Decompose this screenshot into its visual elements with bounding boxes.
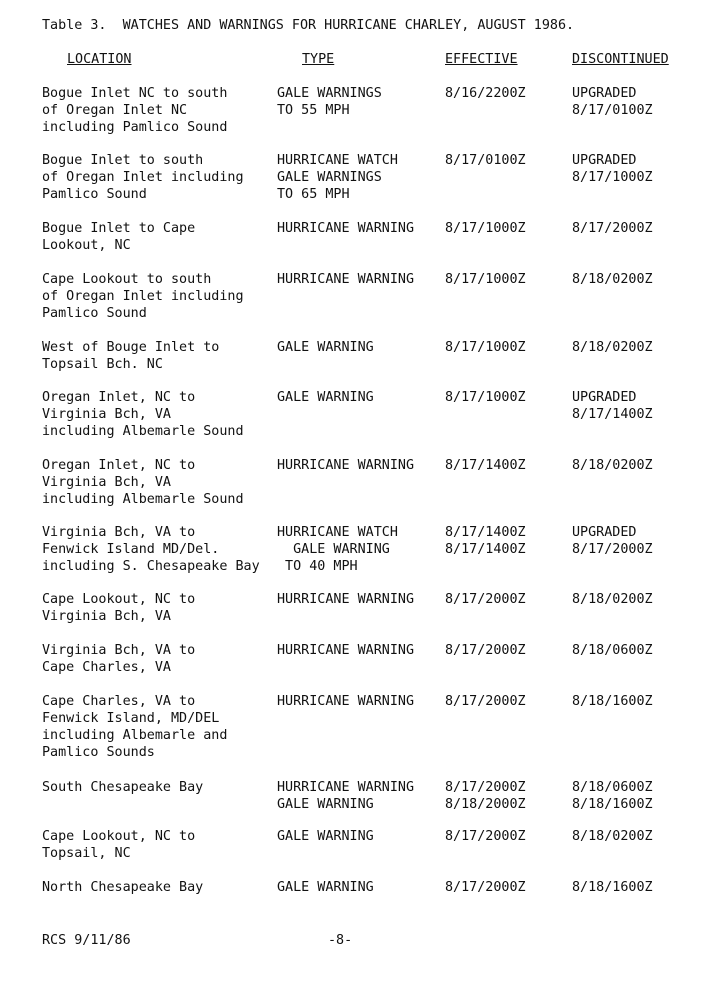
cell-line: North Chesapeake Bay [42,880,204,895]
cell-line: GALE WARNING [277,340,374,355]
cell-line: 8/18/2000Z [445,797,526,812]
row-type [277,389,374,406]
row-location [42,85,227,136]
row-type [277,152,398,203]
cell-line: HURRICANE WATCH [277,153,398,168]
cell-line: 8/17/1400Z [445,525,526,540]
row-location [42,389,244,440]
cell-line: 8/17/2000Z [572,221,653,236]
row-effective [445,339,526,356]
column-header-location: LOCATION [67,52,132,67]
row-discontinued [572,271,653,288]
row-location [42,152,244,203]
row-type [277,828,374,845]
cell-line: GALE WARNING [277,829,374,844]
column-header-effective: EFFECTIVE [445,52,518,67]
cell-line: 8/17/1000Z [445,272,526,287]
cell-line: 8/17/1400Z [572,407,653,422]
cell-line: Pamlico Sounds [42,745,155,760]
cell-line: 8/18/0200Z [572,592,653,607]
row-effective [445,152,526,169]
row-discontinued [572,642,653,659]
cell-line: HURRICANE WARNING [277,272,415,287]
row-location [42,879,203,896]
row-discontinued [572,779,653,813]
row-effective [445,879,526,896]
footer-date: RCS 9/11/86 [42,933,131,948]
cell-line: TO 65 MPH [277,187,350,202]
cell-line: UPGRADED [572,86,637,101]
cell-line: Virginia Bch, VA to [42,525,196,540]
row-type [277,220,414,237]
cell-line: West of Bouge Inlet to [42,340,220,355]
row-location [42,339,219,373]
cell-line: 8/17/1000Z [445,221,526,236]
cell-line: 8/17/1400Z [445,542,526,557]
cell-line: of Oregan Inlet NC [42,103,188,118]
cell-line: HURRICANE WARNING [277,458,415,473]
column-header-type: TYPE [302,52,335,67]
cell-line: 8/18/0600Z [572,780,653,795]
column-header-discontinued: DISCONTINUED [572,52,669,67]
cell-line: 8/16/2200Z [445,86,526,101]
row-discontinued [572,524,653,558]
row-effective [445,779,526,813]
row-effective [445,220,526,237]
cell-line: Lookout, NC [42,238,131,253]
row-type [277,524,398,575]
cell-line: of Oregan Inlet including [42,170,244,185]
cell-line: HURRICANE WARNING [277,780,415,795]
cell-line: 8/17/0100Z [572,103,653,118]
cell-line: of Oregan Inlet including [42,289,244,304]
cell-line: 8/18/1600Z [572,797,653,812]
cell-line: Virginia Bch, VA [42,609,171,624]
row-discontinued [572,828,653,845]
row-discontinued [572,152,653,186]
cell-line: GALE WARNING [277,880,374,895]
row-discontinued [572,85,653,119]
row-type [277,339,374,356]
cell-line: Bogue Inlet NC to south [42,86,228,101]
row-effective [445,693,526,710]
cell-line: 8/17/1400Z [445,458,526,473]
row-location [42,220,195,254]
cell-line: GALE WARNINGS [277,86,382,101]
row-location [42,642,195,676]
cell-line: UPGRADED [572,390,637,405]
cell-line: HURRICANE WARNING [277,694,415,709]
table-title: Table 3. WATCHES AND WARNINGS FOR HURRICANE CHARLEY, AUGUST 1986. [42,18,575,33]
row-location [42,591,195,625]
cell-line: HURRICANE WARNING [277,643,415,658]
cell-line: 8/17/2000Z [445,694,526,709]
cell-line: GALE WARNING [277,542,390,557]
cell-line: GALE WARNING [277,390,374,405]
row-location [42,457,244,508]
row-location [42,693,227,761]
row-type [277,693,414,710]
cell-line: Virginia Bch, VA to [42,643,196,658]
cell-line: including S. Chesapeake Bay [42,559,260,574]
cell-line: Pamlico Sound [42,187,147,202]
cell-line: 8/17/2000Z [445,592,526,607]
row-discontinued [572,339,653,356]
row-location [42,779,203,796]
row-effective [445,642,526,659]
row-type [277,879,374,896]
cell-line: 8/17/1000Z [572,170,653,185]
cell-line: HURRICANE WARNING [277,592,415,607]
cell-line: UPGRADED [572,525,637,540]
row-effective [445,457,526,474]
cell-line: including Albemarle Sound [42,424,244,439]
cell-line: Topsail Bch. NC [42,357,163,372]
row-type [277,779,414,813]
cell-line: including Pamlico Sound [42,120,228,135]
cell-line: 8/17/2000Z [572,542,653,557]
cell-line: 8/17/1000Z [445,390,526,405]
cell-line: TO 55 MPH [277,103,350,118]
page-number: -8- [328,933,353,948]
row-type [277,85,382,119]
row-discontinued [572,591,653,608]
row-type [277,642,414,659]
cell-line: 8/17/0100Z [445,153,526,168]
cell-line: Virginia Bch, VA [42,407,171,422]
cell-line: 8/18/1600Z [572,880,653,895]
row-type [277,591,414,608]
cell-line: 8/17/2000Z [445,780,526,795]
cell-line: Bogue Inlet to Cape [42,221,196,236]
cell-line: including Albemarle Sound [42,492,244,507]
row-effective [445,271,526,288]
cell-line: Cape Charles, VA [42,660,171,675]
cell-line: Oregan Inlet, NC to [42,458,196,473]
cell-line: Topsail, NC [42,846,131,861]
row-discontinued [572,220,653,237]
cell-line: Virginia Bch, VA [42,475,171,490]
cell-line: 8/17/1000Z [445,340,526,355]
cell-line: Bogue Inlet to south [42,153,204,168]
cell-line: UPGRADED [572,153,637,168]
cell-line: HURRICANE WARNING [277,221,415,236]
cell-line: 8/18/0600Z [572,643,653,658]
row-discontinued [572,693,653,710]
cell-line: Pamlico Sound [42,306,147,321]
cell-line: Fenwick Island, MD/DEL [42,711,220,726]
cell-line: GALE WARNINGS [277,170,382,185]
row-effective [445,828,526,845]
cell-line: South Chesapeake Bay [42,780,204,795]
cell-line: Cape Lookout, NC to [42,592,196,607]
cell-line: TO 40 MPH [277,559,358,574]
cell-line: 8/17/2000Z [445,829,526,844]
cell-line: Cape Lookout to south [42,272,212,287]
row-discontinued [572,457,653,474]
cell-line: 8/18/0200Z [572,272,653,287]
cell-line: 8/17/2000Z [445,643,526,658]
cell-line: 8/18/0200Z [572,340,653,355]
row-effective [445,524,526,558]
cell-line: 8/18/0200Z [572,829,653,844]
row-location [42,524,260,575]
cell-line: 8/17/2000Z [445,880,526,895]
row-location [42,271,244,322]
cell-line: 8/18/0200Z [572,458,653,473]
cell-line: Cape Lookout, NC to [42,829,196,844]
cell-line: Oregan Inlet, NC to [42,390,196,405]
row-location [42,828,195,862]
cell-line: Fenwick Island MD/Del. [42,542,220,557]
row-type [277,457,414,474]
row-effective [445,591,526,608]
cell-line: 8/18/1600Z [572,694,653,709]
cell-line: Cape Charles, VA to [42,694,196,709]
row-discontinued [572,389,653,423]
row-type [277,271,414,288]
row-discontinued [572,879,653,896]
row-effective [445,389,526,406]
cell-line: GALE WARNING [277,797,374,812]
row-effective [445,85,526,102]
cell-line: HURRICANE WATCH [277,525,398,540]
cell-line: including Albemarle and [42,728,228,743]
